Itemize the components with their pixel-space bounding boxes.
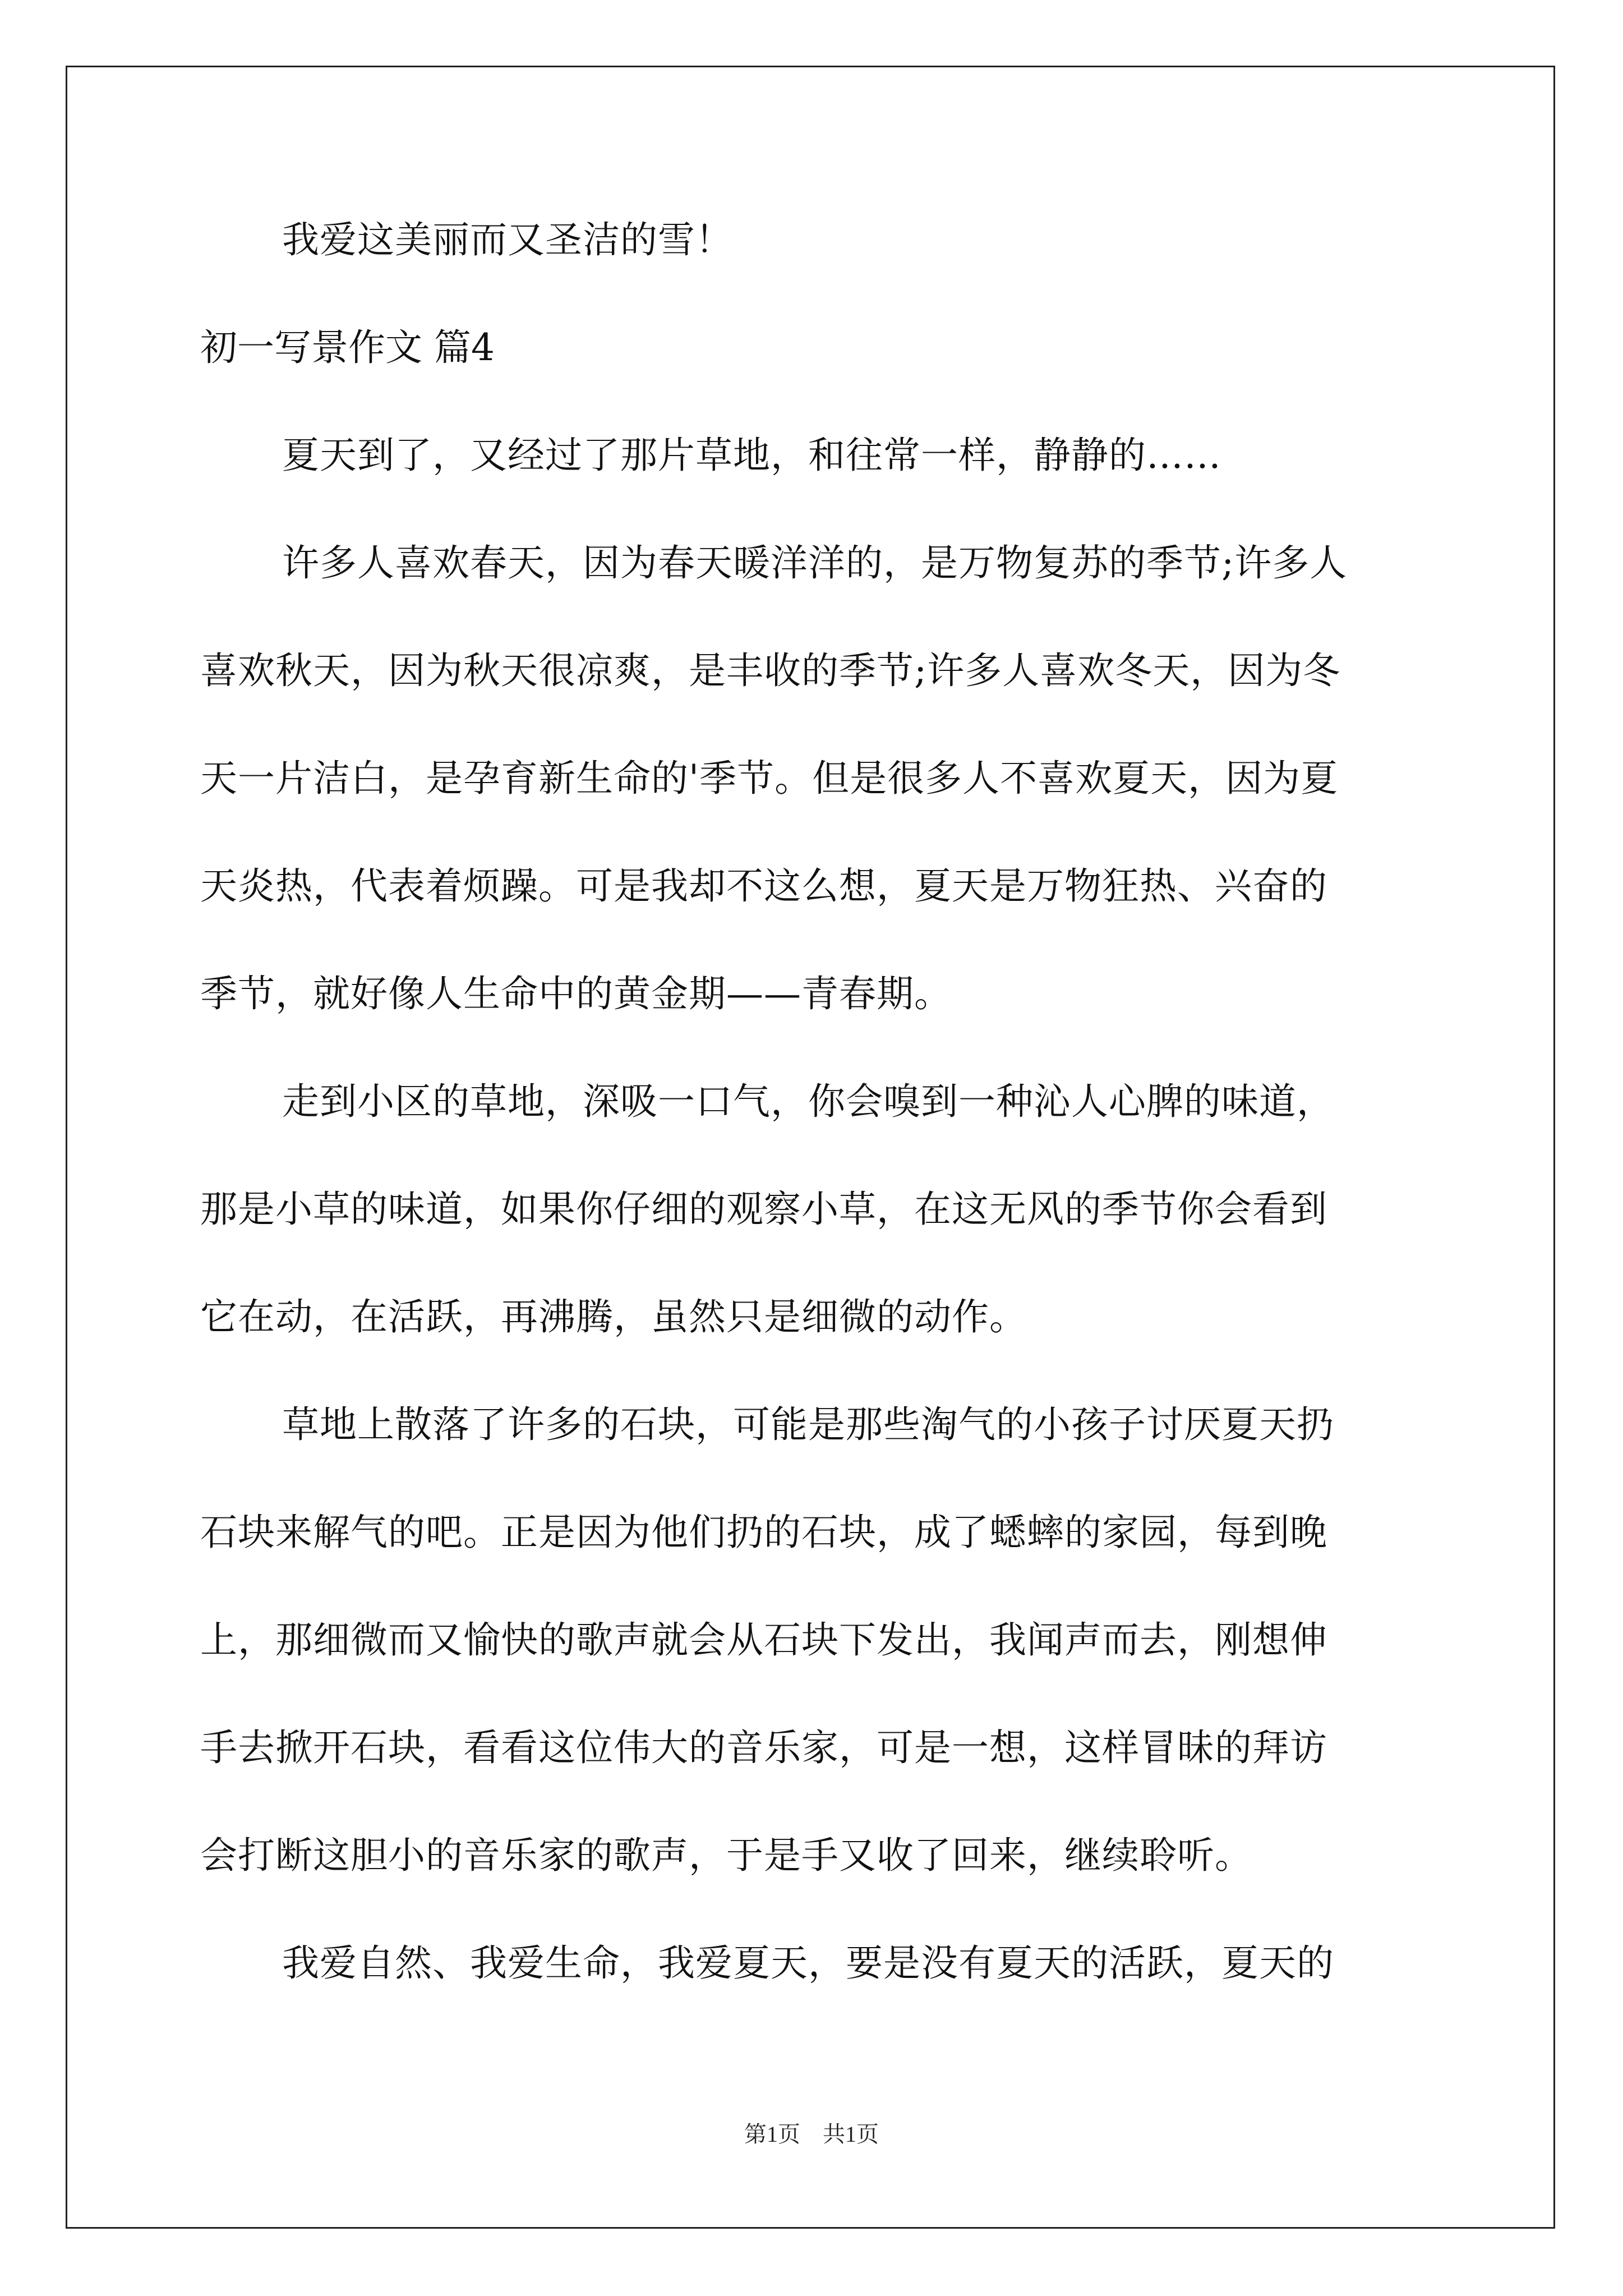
paragraph-line: 草地上散落了许多的石块，可能是那些淘气的小孩子讨厌夏天扔 bbox=[282, 1403, 1334, 1446]
paragraph-line: 走到小区的草地，深吸一口气，你会嗅到一种沁人心脾的味道， bbox=[282, 1080, 1334, 1123]
paragraph-line: 天一片洁白，是孕育新生命的'季节。但是很多人不喜欢夏天，因为夏 bbox=[200, 757, 1339, 800]
document-body bbox=[200, 213, 1428, 1990]
intro-line: 我爱这美丽而又圣洁的雪！ bbox=[282, 218, 733, 261]
section-heading: 初一写景作文 篇4 bbox=[200, 326, 495, 369]
paragraph-4 bbox=[200, 1398, 1428, 1883]
paragraph-line: 上，那细微而又愉快的歌声就会从石块下发出，我闻声而去，刚想伸 bbox=[200, 1618, 1327, 1662]
paragraph-5 bbox=[200, 1936, 1428, 1990]
paragraph-1 bbox=[200, 429, 1428, 482]
paragraph-3 bbox=[200, 1075, 1428, 1344]
paragraph-line: 喜欢秋天，因为秋天很凉爽，是丰收的季节;许多人喜欢冬天，因为冬 bbox=[200, 649, 1341, 692]
paragraph-line: 它在动，在活跃，再沸腾，虽然只是细微的动作。 bbox=[200, 1295, 1027, 1338]
paragraph-line: 天炎热，代表着烦躁。可是我却不这么想，夏天是万物狂热、兴奋的 bbox=[200, 864, 1327, 908]
paragraph-line: 那是小草的味道，如果你仔细的观察小草，在这无风的季节你会看到 bbox=[200, 1188, 1327, 1231]
paragraph-line: 季节，就好像人生命中的黄金期——青春期。 bbox=[200, 972, 952, 1015]
paragraph-line: 许多人喜欢春天，因为春天暖洋洋的，是万物复苏的季节;许多人 bbox=[282, 541, 1348, 585]
page-footer: 第1页 共1页 bbox=[744, 2122, 879, 2147]
paragraph-line: 我爱自然、我爱生命，我爱夏天，要是没有夏天的活跃，夏天的 bbox=[282, 1941, 1334, 1985]
paragraph-line: 石块来解气的吧。正是因为他们扔的石块，成了蟋蟀的家园，每到晚 bbox=[200, 1511, 1327, 1554]
paragraph-2 bbox=[200, 536, 1428, 1021]
paragraph-line: 会打断这胆小的音乐家的歌声，于是手又收了回来，继续聆听。 bbox=[200, 1834, 1252, 1877]
paragraph-line: 夏天到了，又经过了那片草地，和往常一样，静静的…… bbox=[282, 434, 1221, 477]
paragraph-line: 手去掀开石块，看看这位伟大的音乐家，可是一想，这样冒昧的拜访 bbox=[200, 1726, 1327, 1769]
